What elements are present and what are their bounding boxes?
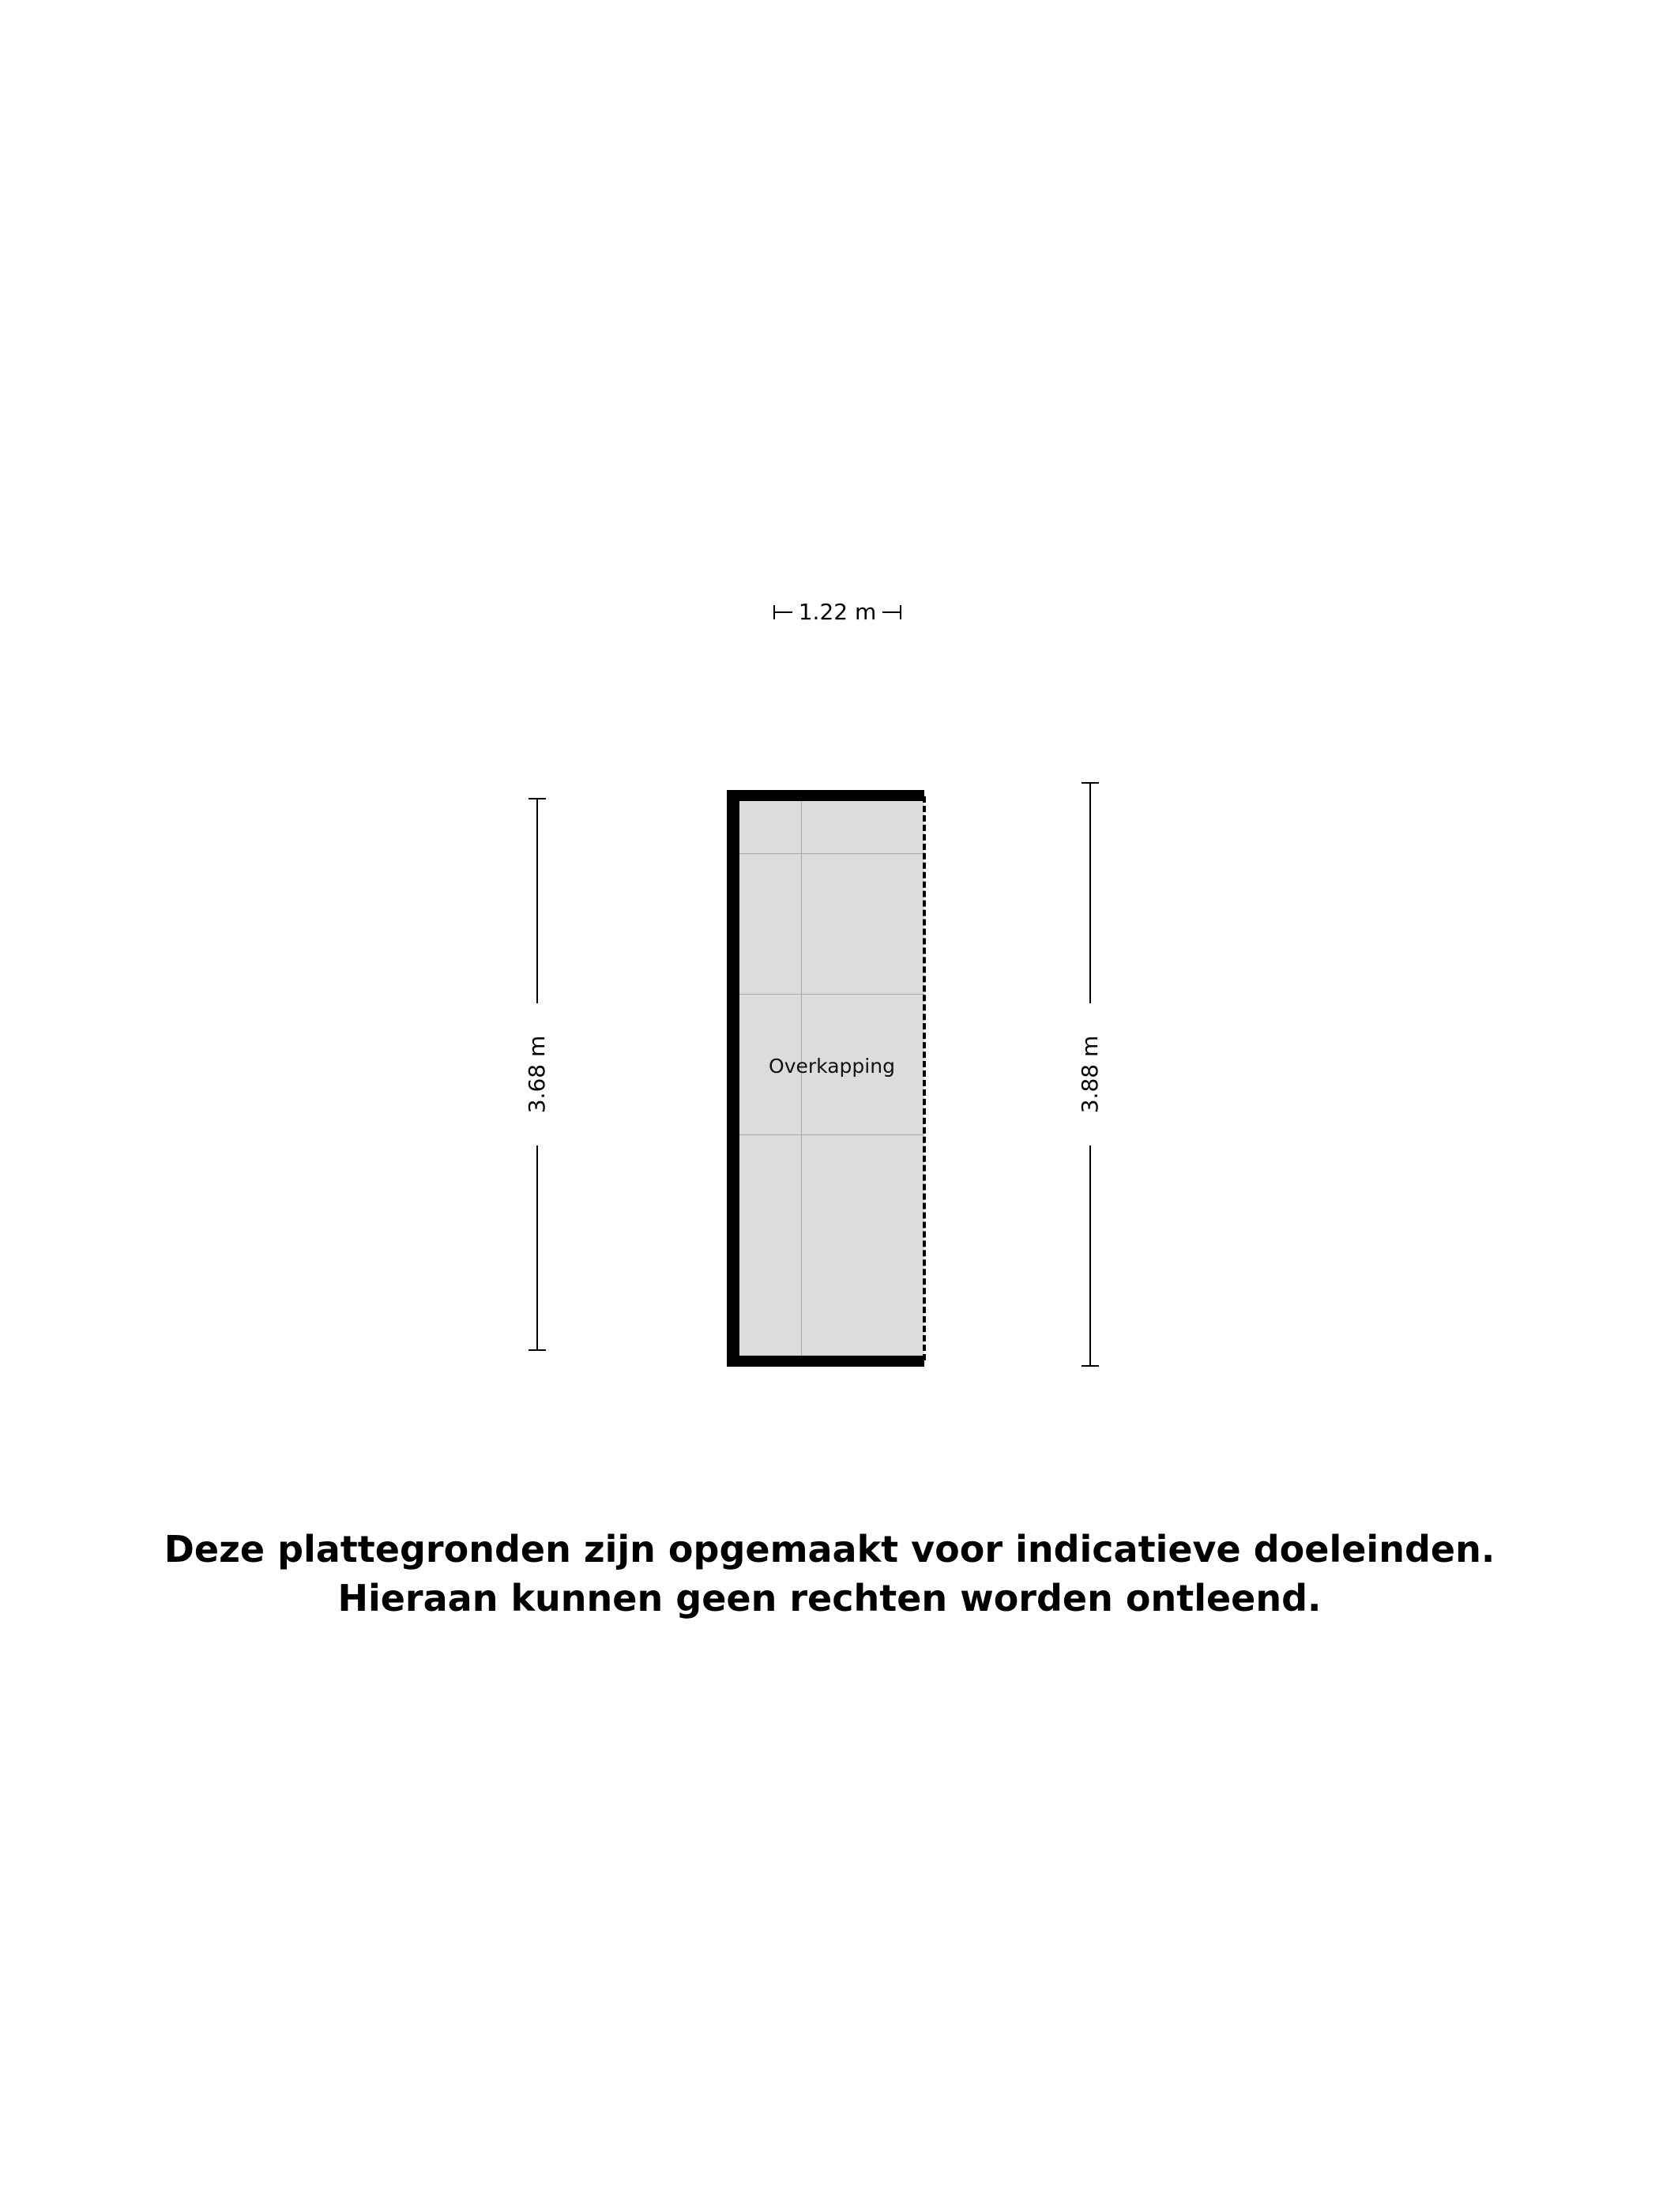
wall-left bbox=[727, 790, 739, 1367]
top-dimension bbox=[735, 596, 940, 628]
disclaimer bbox=[0, 1525, 1659, 1623]
left-dimension bbox=[514, 798, 561, 1351]
wall-top bbox=[727, 790, 924, 801]
grid-line-horizontal bbox=[739, 853, 924, 854]
disclaimer-line-2: Hieraan kunnen geen rechten worden ontleend. bbox=[337, 1577, 1322, 1620]
right-dimension-tick-bottom bbox=[1082, 1365, 1099, 1367]
dimension-line-right bbox=[882, 611, 900, 613]
room-label-overkapping: Overkapping bbox=[769, 1055, 895, 1078]
left-dimension-tick-top bbox=[529, 798, 546, 799]
grid-line-horizontal bbox=[739, 994, 924, 995]
wall-right-open-dashed bbox=[923, 796, 926, 1360]
dimension-line-left bbox=[775, 611, 792, 613]
grid-line-vertical bbox=[801, 801, 802, 1356]
right-dimension-label: 3.88 m bbox=[1078, 1003, 1102, 1146]
grid-line-horizontal bbox=[739, 1134, 924, 1135]
right-dimension-tick-top bbox=[1082, 782, 1099, 784]
disclaimer-line-1: Deze plattegronden zijn opgemaakt voor indicatieve doeleinden. bbox=[164, 1528, 1495, 1571]
wall-bottom bbox=[727, 1356, 924, 1367]
left-dimension-tick-bottom bbox=[529, 1349, 546, 1351]
left-dimension-label: 3.68 m bbox=[525, 1003, 549, 1146]
floor-plan bbox=[727, 790, 932, 1367]
room-floor-overkapping bbox=[739, 801, 924, 1356]
top-dimension-label: 1.22 m bbox=[798, 599, 877, 625]
right-dimension bbox=[1066, 782, 1114, 1367]
dimension-tick-right bbox=[900, 605, 901, 619]
